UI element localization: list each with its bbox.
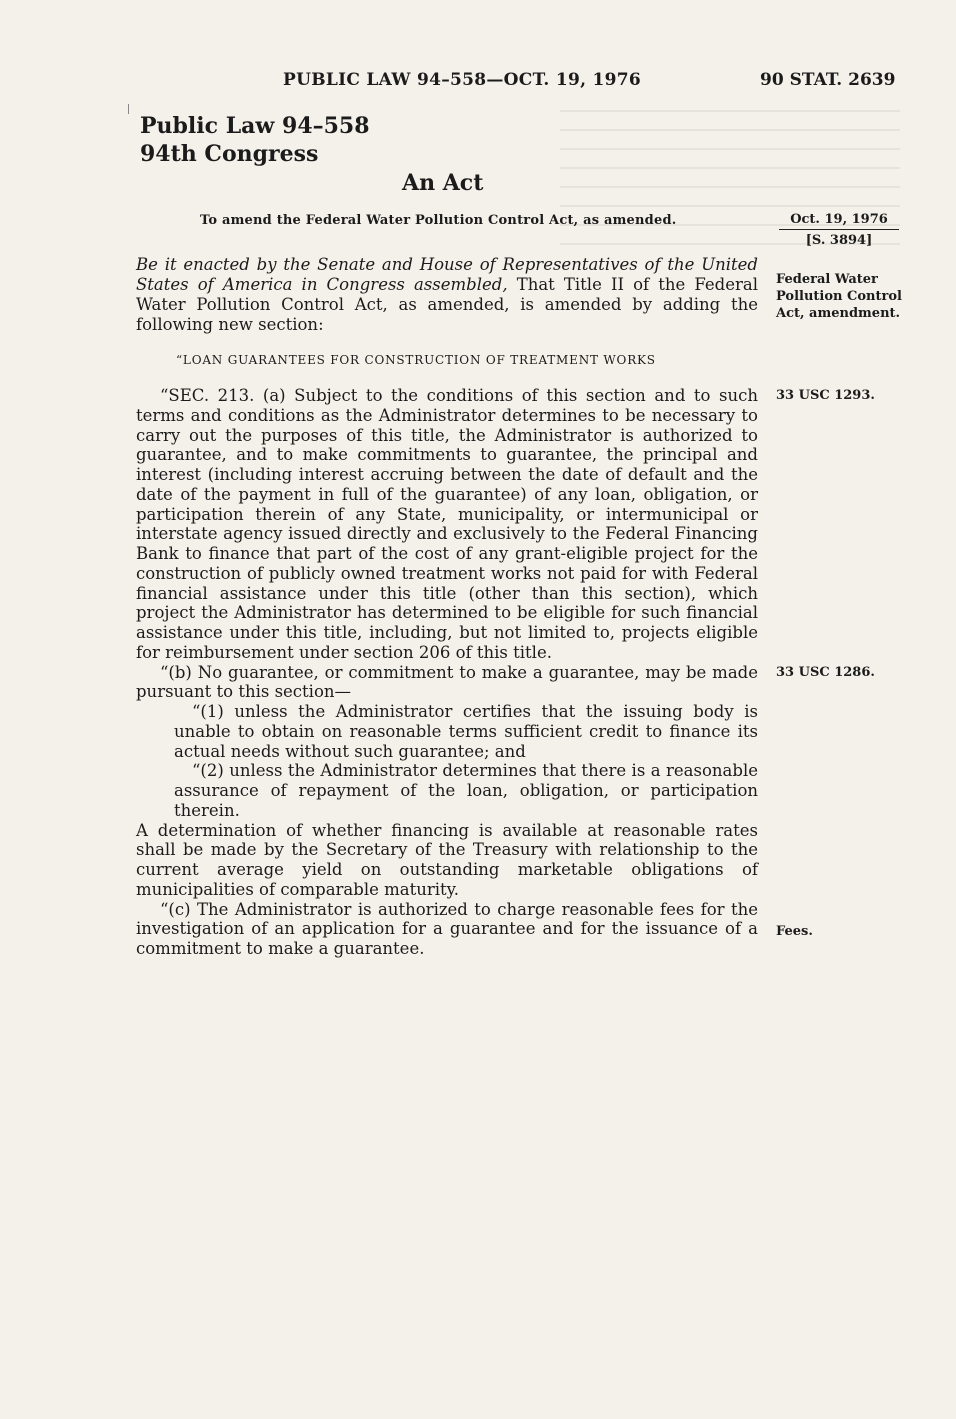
public-law-number: Public Law 94–558 xyxy=(140,113,370,139)
subsection-c: “(c) The Administrator is authorized to charge reasonable fees for the investigation of an application for a guarantee and for the issuance of a commitment to make a guarantee. xyxy=(136,899,758,958)
bill-number: [S. 3894] xyxy=(805,233,873,248)
margin-subject-line: Pollution Control xyxy=(776,289,902,304)
subsection-b: “(b) No guarantee, or commitment to make a guarantee, may be made pursuant to this section— xyxy=(136,662,758,702)
margin-date-block xyxy=(779,212,899,248)
margin-cite-1286: 33 USC 1286. xyxy=(776,665,875,680)
enactment-date: Oct. 19, 1976 xyxy=(790,212,888,227)
enacting-italic: Be it enacted by the Senate and House of Representatives of the United States of America in Congress assembled, xyxy=(136,255,758,294)
section-body xyxy=(136,386,758,959)
margin-date-rule xyxy=(779,229,899,230)
margin-subject-line: Act, amendment. xyxy=(776,306,901,321)
law-identifier xyxy=(140,112,370,168)
paragraph-b2: “(2) unless the Administrator determines that there is a reasonable assurance of repayment of the loan, obligation, or participation therein. xyxy=(174,761,758,820)
margin-subject-line: Federal Water xyxy=(776,272,878,287)
determination-paragraph: A determination of whether financing is available at reasonable rates shall be made by the Secretary of the Treasury with relationship to the current average yield on outstanding marketable obligations of municipalities of comparable maturity. xyxy=(136,820,758,899)
section-heading: “LOAN GUARANTEES FOR CONSTRUCTION OF TREATMENT WORKS xyxy=(176,353,656,367)
margin-tick xyxy=(128,104,129,114)
enacting-clause xyxy=(136,255,758,335)
subsection-a: “SEC. 213. (a) Subject to the conditions of this section and to such terms and conditions as the Administrator determines to be necessary to carry out the purposes of this title, the Administrator is authorized to guarantee, and to make commitments to guarantee, the principal and interest (including interest accruing between the date of default and the date of the payment in full of the guarantee) of any loan, obligation, or participation therein of any State, municipality, or intermunicipal or interstate agency issued directly and exclusively to the Federal Financing Bank to finance that part of the cost of any grant-eligible project for the construction of publicly owned treatment works not paid for with Federal financial assistance under this title (other than this section), which project the Administrator has determined to be eligible for such financial assistance under this title, including, but not limited to, projects eligible for reimbursement under section 206 of this title. xyxy=(136,386,758,662)
margin-cite-1293: 33 USC 1293. xyxy=(776,388,875,403)
margin-note-fees: Fees. xyxy=(776,924,813,939)
running-header xyxy=(0,70,956,100)
paragraph-b1: “(1) unless the Administrator certifies that the issuing body is unable to obtain on reasonable terms sufficient credit to finance its actual needs without such guarantee; and xyxy=(174,702,758,761)
statute-page-number: 90 STAT. 2639 xyxy=(760,70,896,90)
running-title: PUBLIC LAW 94–558—OCT. 19, 1976 xyxy=(283,70,642,90)
enacting-rest: That Title II of the Federal Water Pollution Control Act, as amended, is amended by adding the following new section: xyxy=(136,275,758,334)
act-subtitle: To amend the Federal Water Pollution Control Act, as amended. xyxy=(200,213,677,228)
act-heading: An Act xyxy=(402,170,484,196)
congress-number: 94th Congress xyxy=(140,141,319,167)
margin-note-subject xyxy=(776,271,926,322)
